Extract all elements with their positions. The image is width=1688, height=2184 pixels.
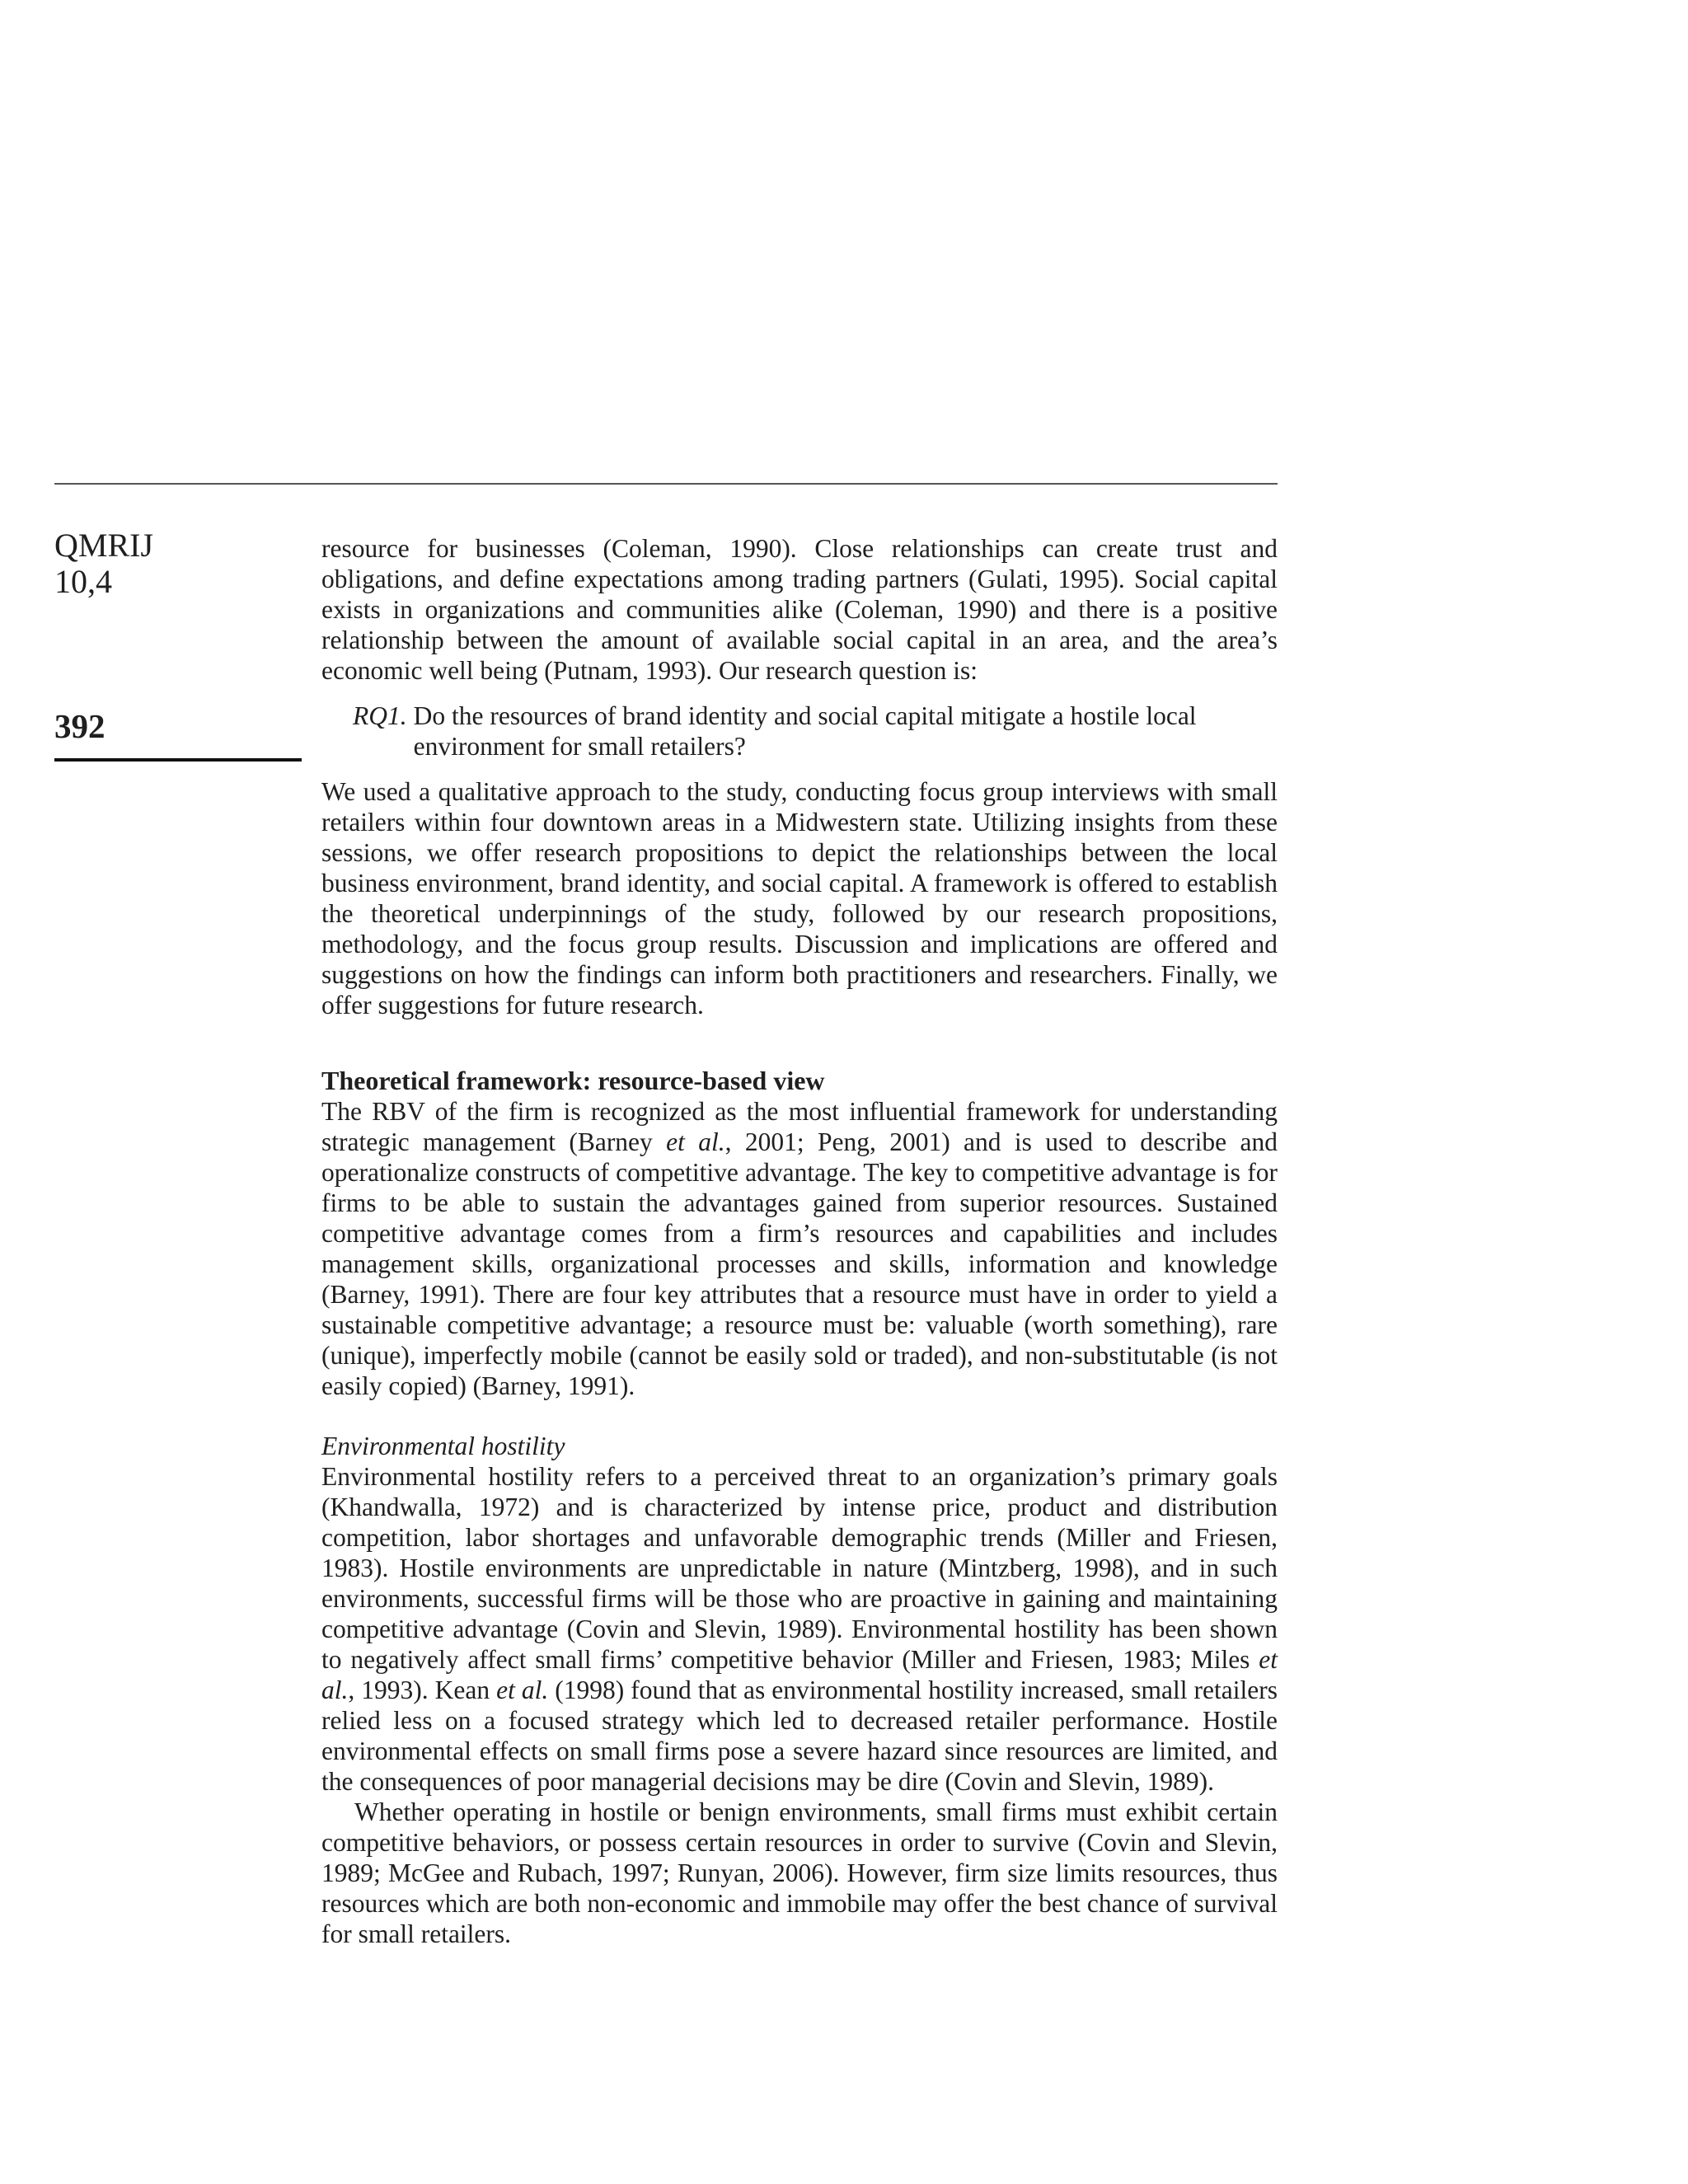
rbv-text-1: The RBV of the firm is recognized as the most influential framework for understanding strategic management (Barney: [321, 1097, 1278, 1156]
subsection-heading: Environmental hostility: [321, 1432, 565, 1460]
hostility-paragraph: [321, 1461, 1278, 1797]
hostility-text-3: (1998) found that as environmental hostility increased, small retailers relied less on a focused strategy which led to decreased retailer performance. Hostile environmental effects on small firms pose a severe hazard since resources are limited, and the consequences of poor managerial decisions may be dire (Covin and Slevin, 1989).: [321, 1675, 1278, 1796]
hostility-etal-1: et al.: [321, 1645, 1278, 1704]
survival-paragraph: Whether operating in hostile or benign environments, small firms must exhibit certain competitive behaviors, or possess certain resources in order to survive (Covin and Slevin, 1989; McGee and Rubach, 1997; Runyan, 2006). However, firm size limits resources, thus resources which are both non-economic and immobile may offer the best chance of survival for small retailers.: [321, 1797, 1278, 1948]
rbv-paragraph: [321, 1096, 1278, 1401]
section-heading: Theoretical framework: resource-based view: [321, 1066, 825, 1095]
research-question: [321, 701, 1278, 762]
research-question-text: Do the resources of brand identity and social capital mitigate a hostile local environment for small retailers?: [413, 701, 1197, 761]
method-paragraph: We used a qualitative approach to the study, conducting focus group interviews with small retailers within four downtown areas in a Midwestern state. Utilizing insights from these sessions, we offer research propositions to depict the relationships between the local business environment, brand identity, and social capital. A framework is offered to establish the theoretical underpinnings of the study, followed by our research propositions, methodology, and the focus group results. Discussion and implications are offered and suggestions on how the findings can inform both practitioners and researchers. Finally, we offer suggestions for future research.: [321, 777, 1278, 1019]
page-number: 392: [54, 707, 106, 745]
running-head: [54, 527, 302, 600]
rbv-text-2: , 2001; Peng, 2001) and is used to describe and operationalize constructs of competitive advantage. The key to competitive advantage is for firms to be able to sustain the advantages gained from superior resources. Sustained competitive advantage comes from a firm’s resources and capabilities and includes management skills, organizational processes and skills, information and knowledge (Barney, 1991). There are four key attributes that a resource must have in order to yield a sustainable competitive advantage; a resource must be: valuable (worth something), rare (unique), imperfectly mobile (cannot be easily sold or traded), and non-substitutable (is not easily copied) (Barney, 1991).: [321, 1127, 1278, 1400]
article-body: [321, 533, 1278, 1949]
volume-issue: 10,4: [54, 563, 112, 600]
hostility-text-1: Environmental hostility refers to a perceived threat to an organization’s primary goals (Khandwalla, 1972) and is characterized by intense price, product and distribution competition, labor shortages and unfavorable demographic trends (Miller and Friesen, 1983). Hostile environments are unpredictable in nature (Mintzberg, 1998), and in such environments, successful firms will be those who are proactive in gaining and maintaining competitive advantage (Covin and Slevin, 1989). Environmental hostility has been shown to negatively affect small firms’ competitive behavior (Miller and Friesen, 1983; Miles: [321, 1462, 1278, 1674]
hostility-etal-2: et al.: [496, 1675, 549, 1704]
intro-paragraph: resource for businesses (Coleman, 1990). Close relationships can create trust and obligations, and define expectations among trading partners (Gulati, 1995). Social capital exists in organizations and communities alike (Coleman, 1990) and there is a positive relationship between the amount of available social capital in an area, and the area’s economic well being (Putnam, 1993). Our research question is:: [321, 534, 1278, 685]
journal-code: QMRIJ: [54, 527, 154, 564]
header-rule: [54, 483, 1278, 485]
research-question-label: RQ1.: [353, 701, 407, 730]
hostility-text-2: , 1993). Kean: [348, 1675, 497, 1704]
rbv-etal: et al.: [666, 1127, 725, 1156]
page-number-rule: [54, 758, 302, 762]
